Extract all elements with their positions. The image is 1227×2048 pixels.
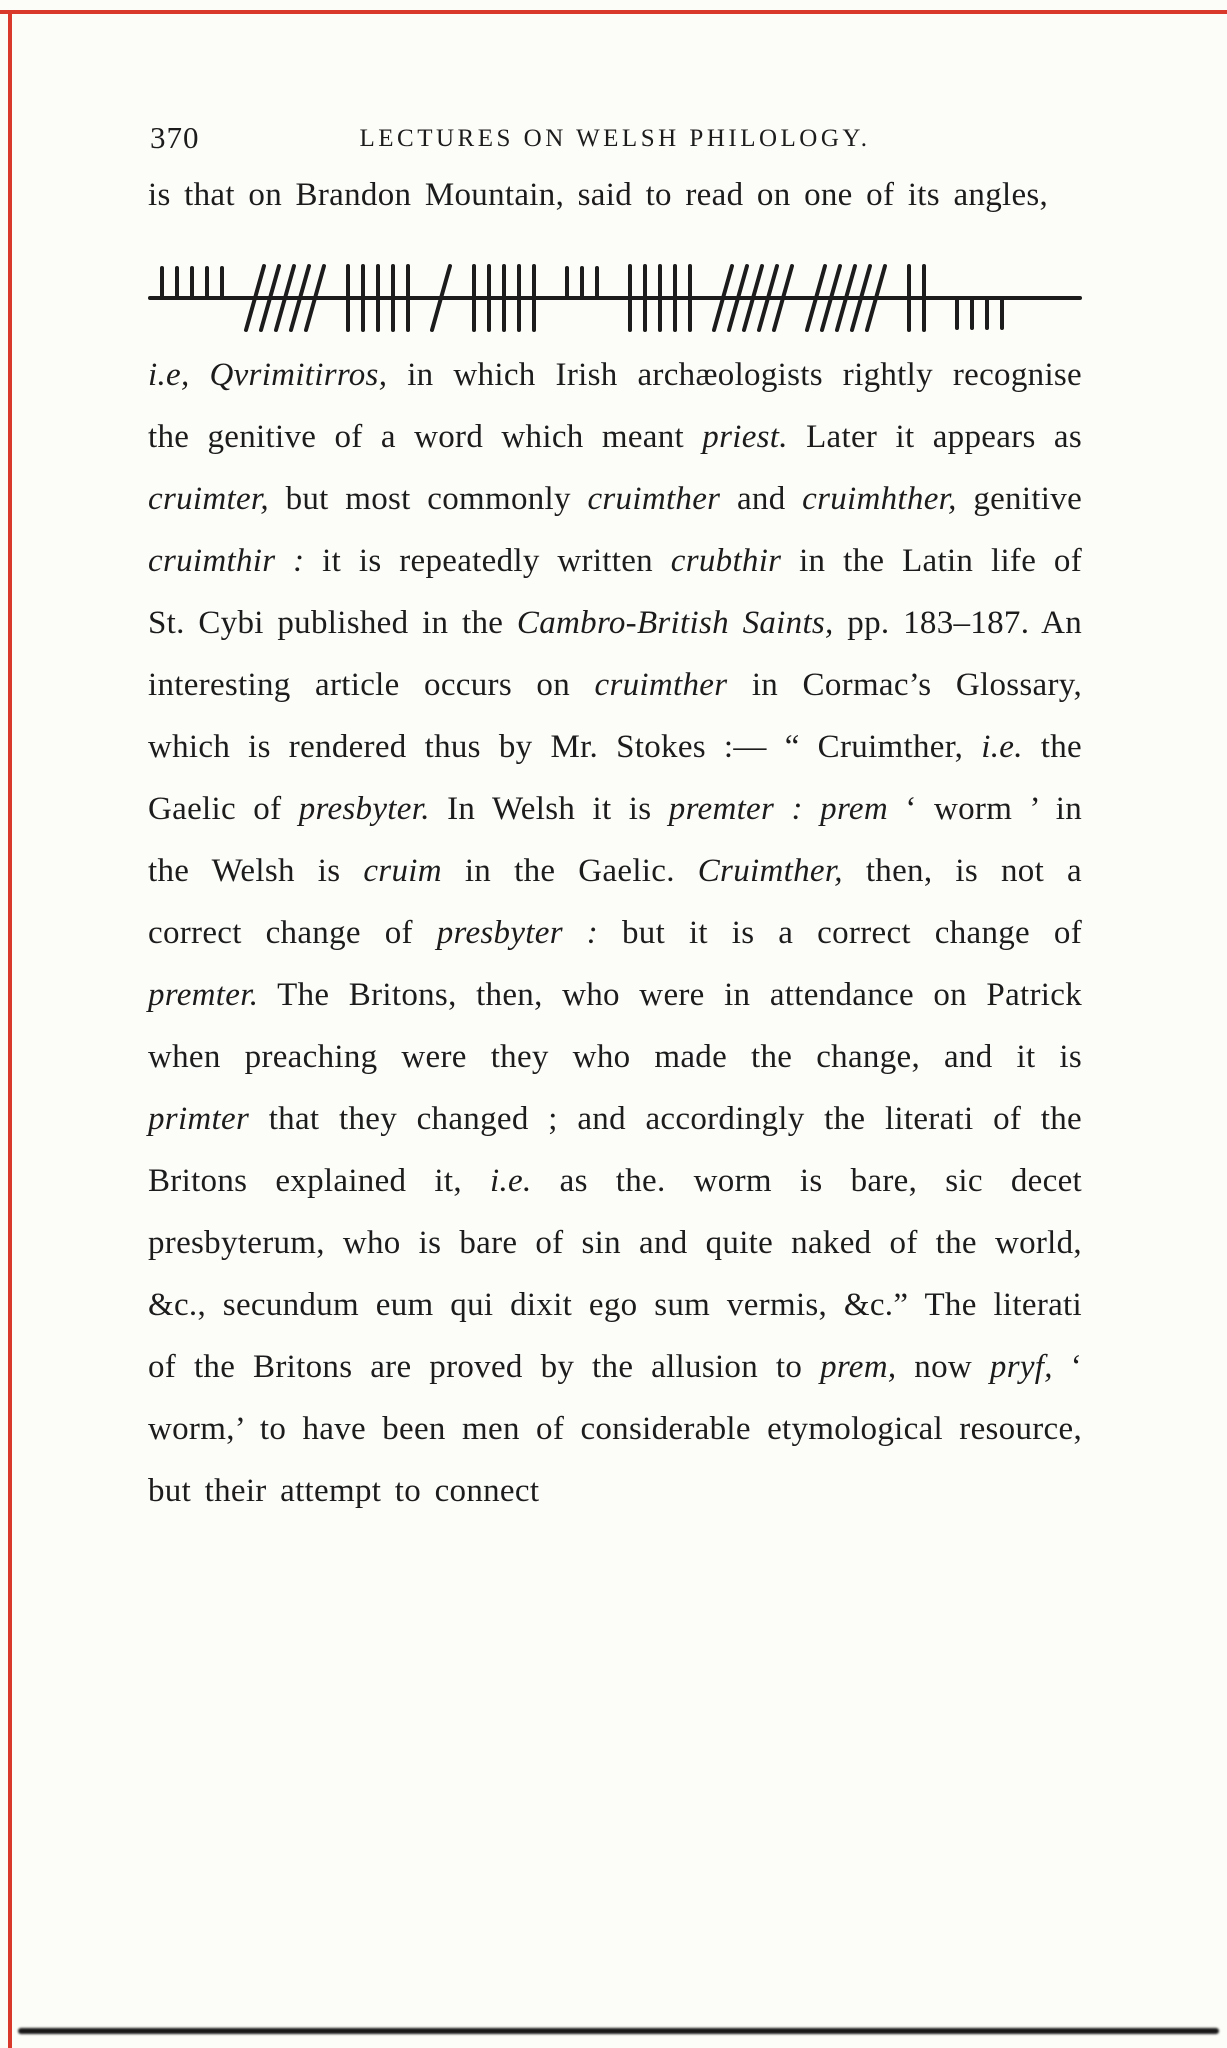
- scan-edge-shadow-bottom: [18, 2028, 1219, 2034]
- body-paragraph-intro: is that on Brandon Mountain, said to read on one of its angles,: [148, 177, 1049, 213]
- running-header: [148, 118, 1082, 164]
- ogham-inscription: [148, 250, 1082, 342]
- page-number: 370: [150, 120, 200, 155]
- scan-margin-line-top: [0, 10, 1227, 14]
- scan-margin-line-left: [8, 10, 12, 2048]
- body-paragraph-main: i.e, Qvrimitirros, in which Irish archæologists rightly recognise the genitive of a word which meant priest. Later it appears as cruimter, but most commonly cruimther and cruimhther, genitive cruimthir : it is repeatedly written crubthir in the Latin life of St. Cybi published in the Cambro-British Saints, pp. 183–187. An interesting article occurs on cruimther in Cormac’s Glossary, which is rendered thus by Mr. Stokes :— “ Cruimther, i.e. the Gaelic of presbyter. In Welsh it is premter : prem ‘ worm ’ in the Welsh is cruim in the Gaelic. Cruimther, then, is not a correct change of presbyter : but it is a correct change of premter. The Britons, then, who were in attendance on Patrick when preaching were they who made the change, and it is primter that they changed ; and accordingly the literati of the Britons explained it, i.e. as the. worm is bare, sic decet presbyterum, who is bare of sin and quite naked of the world, &c., secundum eum qui dixit ego sum vermis, &c.” The literati of the Britons are proved by the allusion to prem, now pryf, ‘ worm,’ to have been men of considerable etymological resource, but their attempt to connect: [148, 357, 1083, 1509]
- running-title: LECTURES ON WELSH PHILOLOGY.: [359, 125, 871, 152]
- page-content: [148, 118, 1082, 1522]
